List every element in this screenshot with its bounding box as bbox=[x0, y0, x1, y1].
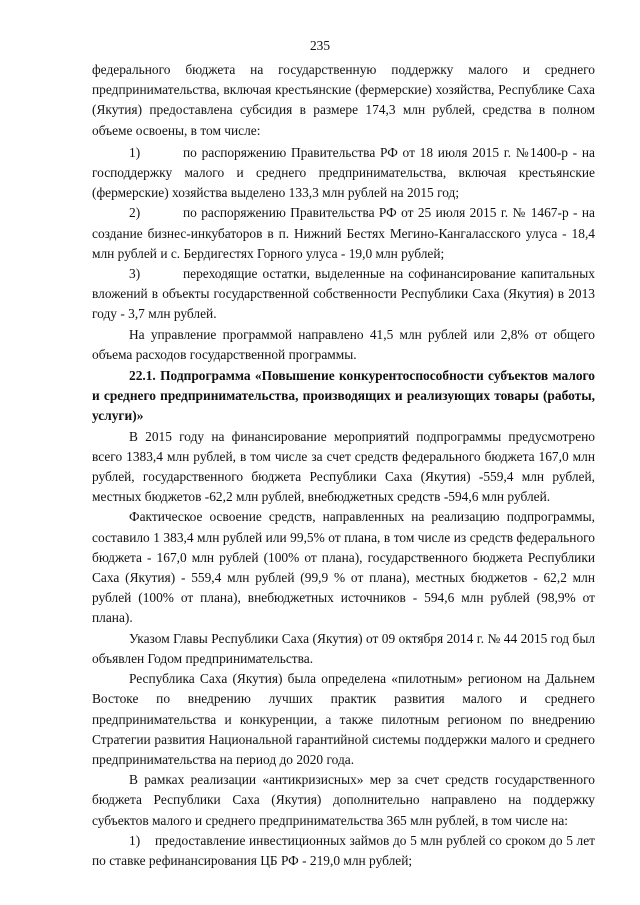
paragraph-subsidy-intro: федерального бюджета на государственную поддержку малого и среднего предпринимательства, включая крестьянские (фермерские) хозяйства, Республике Саха (Якутия) предоставлена субсидия в размере 174,3 млн рублей, средства в полном объеме освоены, в том числе: bbox=[92, 62, 595, 138]
list-item-carryover bbox=[92, 264, 595, 325]
list-number: 3) bbox=[129, 266, 141, 282]
paragraph-pilot-region: Республика Саха (Якутия) была определена «пилотным» регионом на Дальнем Востоке по внедрению лучших практик развития малого и среднего предпринимательства и конкуренции, а также пилотным регионом по внедрению Стратегии развития Национальной гарантийной системы поддержки малого и среднего предпринимательства на период до 2020 года. bbox=[92, 671, 595, 767]
page-number: 235 bbox=[309, 38, 331, 53]
list-number: 1) bbox=[129, 832, 141, 848]
paragraph-actual-spending: Фактическое освоение средств, направленных на реализацию подпрограммы, составило 1 383,4 млн рублей или 99,5% от плана, в том числе из средств федерального бюджета - 167,0 млн рублей (100% от плана), государственного бюджета Республики Саха (Якутия) - 559,4 млн рублей (99,9 % от плана), местных бюджетов - 62,2 млн рублей (100% от плана), внебюджетных источников - 594,6 млн рублей (98,9% от плана). bbox=[92, 509, 595, 626]
paragraph-financing-2015: В 2015 году на финансирование мероприятий подпрограммы предусмотрено всего 1383,4 млн рублей, в том числе за счет средств федерального бюджета 167,0 млн рублей, государственного бюджета Республики Саха (Якутия) -559,4 млн рублей, местных бюджетов -62,2 млн рублей, внебюджетных средств -594,6 млн рублей. bbox=[92, 428, 595, 505]
document-body bbox=[92, 60, 595, 871]
list-item-text: переходящие остатки, выделенные на софинансирование капитальных вложений в объекты государственной собственности Республики Саха (Якутия) в 2013 году - 3,7 млн рублей. bbox=[92, 266, 595, 322]
list-item-text: по распоряжению Правительства РФ от 18 июля 2015 г. №1400-р - на господдержку малого и среднего предпринимательства, включая крестьянские (фермерские) хозяйства выделено 133,3 млн рублей на 2015 год; bbox=[92, 144, 595, 201]
section-heading-22-1: 22.1. Подпрограмма «Повышение конкурентоспособности субъектов малого и среднего предпринимательства, производящих и реализующих товары (работы, услуги)» bbox=[92, 368, 595, 424]
list-item-text: предоставление инвестиционных займов до 5 млн рублей со сроком до 5 лет по ставке рефинансирования ЦБ РФ - 219,0 млн рублей; bbox=[92, 832, 595, 868]
list-item-1467r bbox=[92, 203, 595, 264]
list-item-1400r bbox=[92, 143, 595, 204]
list-item-text: по распоряжению Правительства РФ от 25 июля 2015 г. № 1467-р - на создание бизнес-инкубаторов в п. Нижний Бестях Мегино-Кангаласского улуса - 18,4 млн рублей и с. Бердигестях Горного улуса - 19,0 млн рублей; bbox=[92, 205, 595, 261]
paragraph-program-management: На управление программой направлено 41,5 млн рублей или 2,8% от общего объема расходов государственной программы. bbox=[92, 326, 595, 362]
list-number: 1) bbox=[129, 144, 141, 160]
list-item-investment-loans bbox=[92, 831, 595, 871]
list-number: 2) bbox=[129, 205, 141, 221]
paragraph-year-of-entrepreneurship: Указом Главы Республики Саха (Якутия) от 09 октября 2014 г. № 44 2015 год был объявлен Годом предпринимательства. bbox=[92, 630, 595, 666]
paragraph-anticrisis-measures: В рамках реализации «антикризисных» мер за счет средств государственного бюджета Республики Саха (Якутия) дополнительно направлено на поддержку субъектов малого и среднего предпринимательства 365 млн рублей, в том числе на: bbox=[92, 772, 595, 828]
